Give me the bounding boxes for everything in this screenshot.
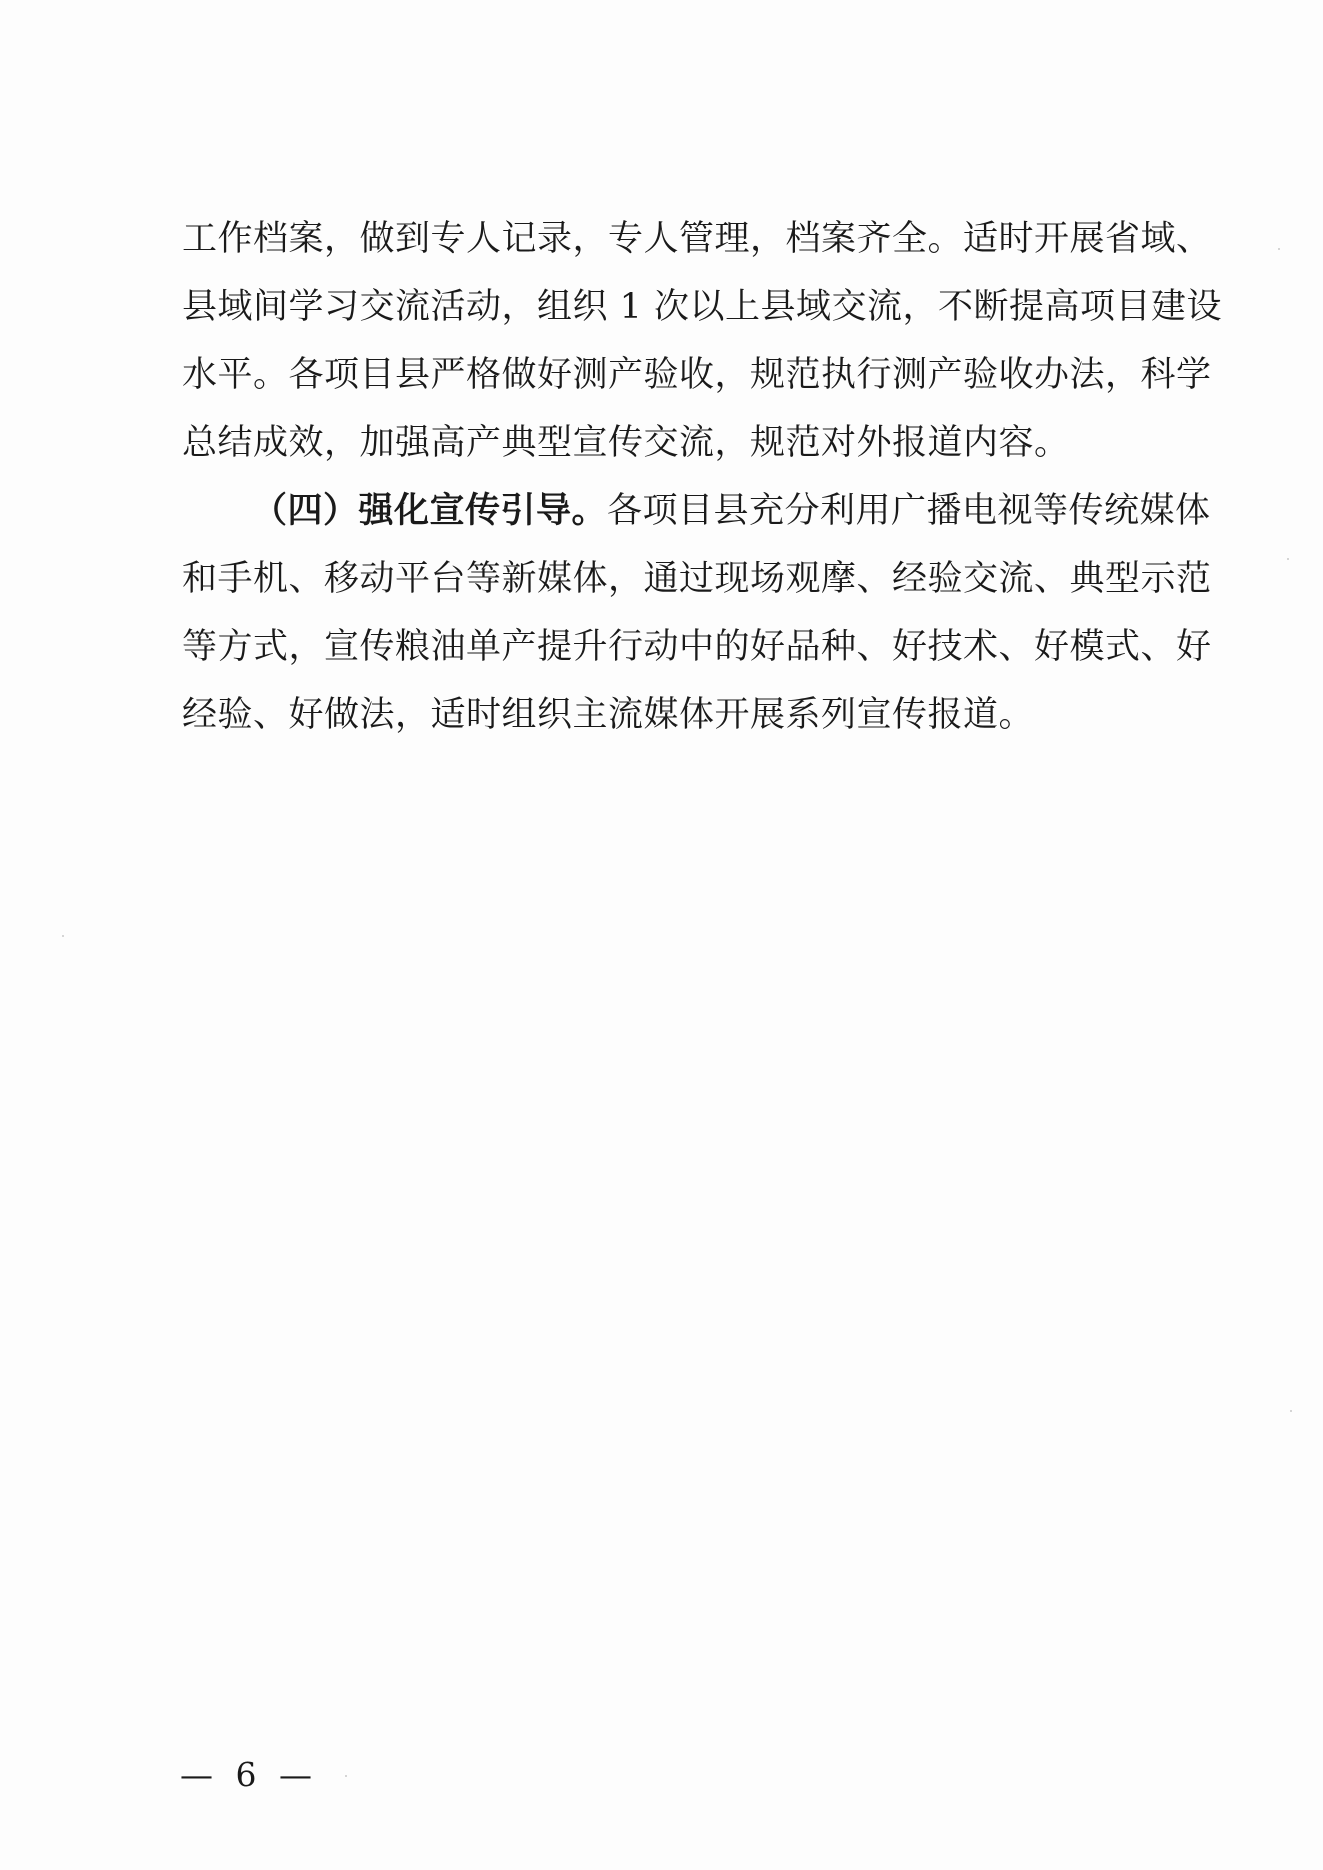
document-body xyxy=(182,205,1223,749)
scan-speck xyxy=(345,1775,347,1777)
section-heading: （四）强化宣传引导。 xyxy=(252,490,608,531)
paragraph-line: 水平。各项目县严格做好测产验收，规范执行测产验收办法，科学 xyxy=(182,355,1212,395)
paragraph-line: 等方式，宣传粮油单产提升行动中的好品种、好技术、好模式、好 xyxy=(182,627,1212,667)
paragraph-line: 总结成效，加强高产典型宣传交流，规范对外报道内容。 xyxy=(182,423,1070,463)
section-heading-line xyxy=(182,477,1211,545)
scan-speck xyxy=(1290,1410,1292,1412)
scan-speck xyxy=(1278,248,1280,250)
scan-speck xyxy=(1287,558,1289,560)
page-number: — 6 — xyxy=(180,1755,318,1794)
paragraph-line: 和手机、移动平台等新媒体，通过现场观摩、经验交流、典型示范 xyxy=(182,559,1212,599)
scan-speck xyxy=(62,935,64,937)
paragraph-line: 县域间学习交流活动，组织 1 次以上县域交流，不断提高项目建设 xyxy=(182,287,1223,327)
section-text: 各项目县充分利用广播电视等传统媒体 xyxy=(607,491,1211,531)
paragraph-line: 工作档案，做到专人记录，专人管理，档案齐全。适时开展省域、 xyxy=(182,219,1212,259)
paragraph-line: 经验、好做法，适时组织主流媒体开展系列宣传报道。 xyxy=(182,695,1035,735)
